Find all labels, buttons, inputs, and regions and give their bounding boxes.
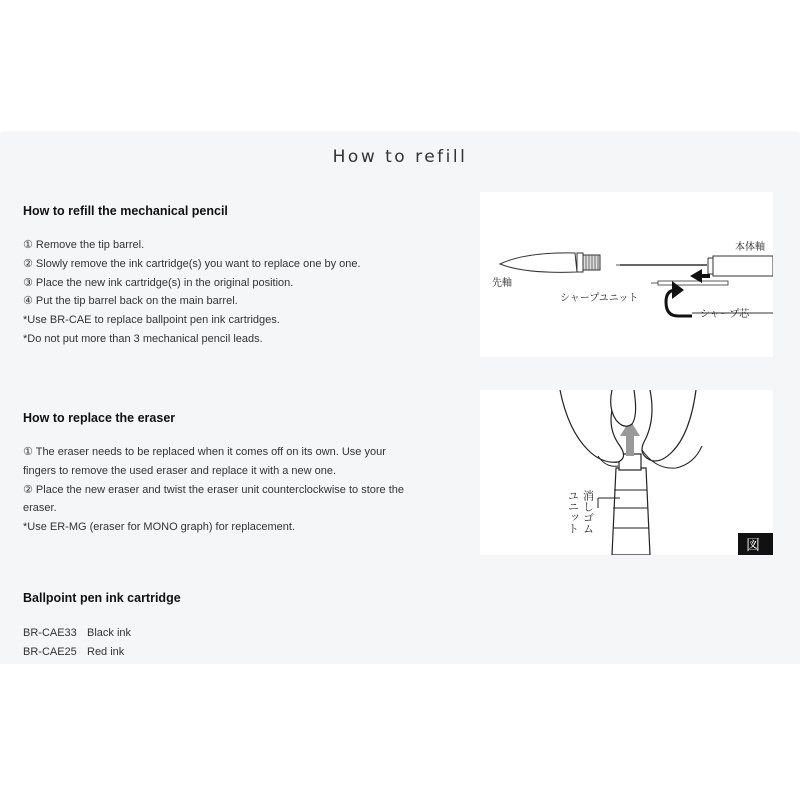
lead-label: シャープ芯	[700, 309, 750, 320]
ink-section-title: Ballpoint pen ink cartridge	[23, 591, 181, 605]
lead-arrow-icon	[666, 290, 692, 316]
list-item	[23, 624, 423, 643]
ink-code: BR-CAE25	[23, 645, 77, 658]
eraser-note: *Use ER-MG (eraser for MONO graph) for replacement.	[23, 521, 296, 534]
pencil-refill-figure	[480, 192, 773, 357]
eraser-figure	[480, 390, 773, 555]
ink-list	[23, 624, 423, 662]
pencil-steps	[23, 236, 423, 349]
eraser-step: ② Place the new eraser and twist the eraser unit counterclockwise to store the eraser.	[23, 483, 404, 515]
eraser-section-title: How to replace the eraser	[23, 411, 176, 425]
tip-barrel-label: 先軸	[492, 278, 512, 289]
pencil-unit-drawing	[658, 281, 728, 285]
pencil-unit-label: シャープユニット	[560, 293, 639, 304]
main-barrel-drawing	[713, 256, 773, 276]
main-barrel-label: 本体軸	[735, 242, 765, 253]
tip-barrel-thread	[577, 253, 583, 272]
pencil-section-title: How to refill the mechanical pencil	[23, 204, 228, 218]
tip-barrel-drawing	[500, 253, 577, 272]
page-title: How to refill	[332, 147, 468, 168]
pencil-step: ④ Put the tip barrel back on the main barrel.	[23, 295, 238, 308]
pencil-step: ② Slowly remove the ink cartridge(s) you want to replace one by one.	[23, 257, 361, 270]
eraser-label-col1: 消しゴム	[581, 490, 595, 534]
ink-code: BR-CAE33	[23, 627, 77, 639]
eraser-step: ① The eraser needs to be replaced when it comes off on its own. Use your fingers to remove the used eraser and replace it with a new one.	[23, 446, 386, 477]
pencil-note: *Do not put more than 3 mechanical pencil leads.	[23, 332, 263, 345]
pencil-note: *Use BR-CAE to replace ballpoint pen ink cartridges.	[23, 314, 280, 327]
list-item	[23, 643, 423, 662]
pencil-step: ③ Place the new ink cartridge(s) in the original position.	[23, 276, 294, 289]
figure-badge-label: 図	[746, 538, 760, 554]
ink-color: Black ink	[87, 627, 132, 639]
ink-color: Red ink	[87, 645, 125, 658]
pen-body-drawing	[612, 468, 650, 555]
eraser-label-col2: ユニット	[566, 490, 580, 534]
pencil-step: ① Remove the tip barrel.	[23, 239, 145, 251]
eraser-steps	[23, 443, 408, 537]
